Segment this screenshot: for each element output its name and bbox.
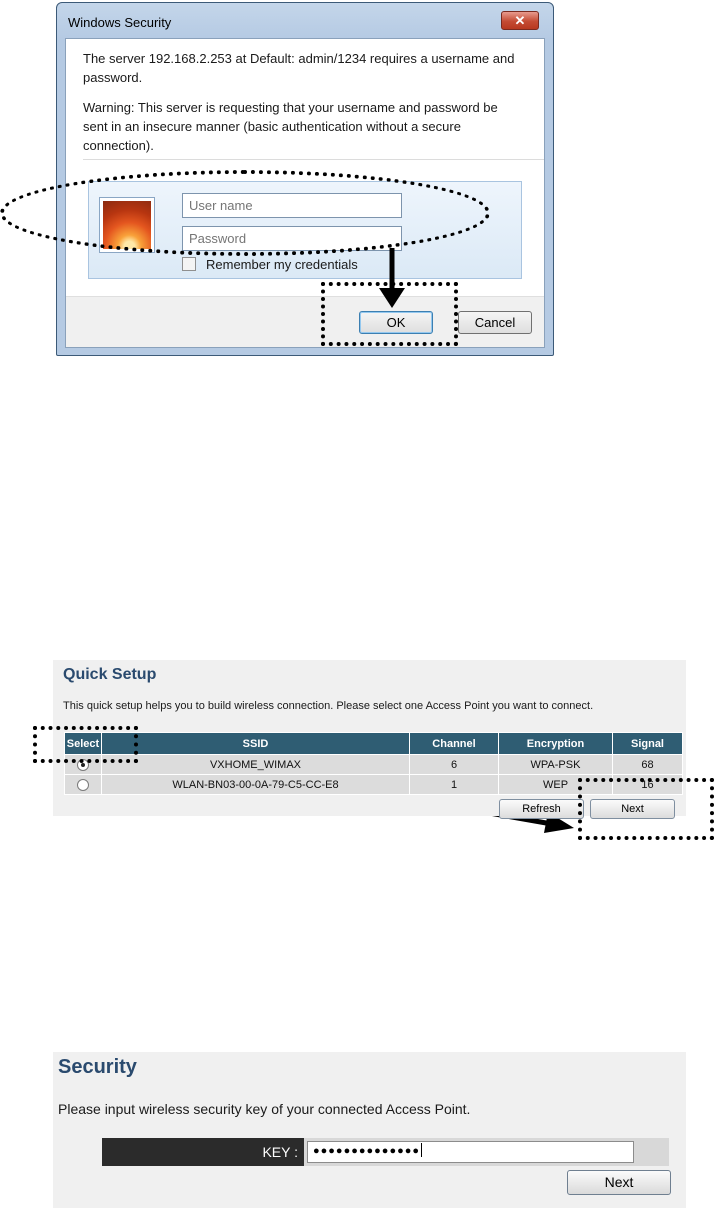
- key-row: [102, 1138, 669, 1166]
- table-row[interactable]: [65, 755, 683, 775]
- channel-cell: 1: [410, 775, 499, 795]
- warning-message: Warning: This server is requesting that your username and password be sent in an insecure manner (basic authentication without a secure connection).: [83, 100, 498, 153]
- cancel-button[interactable]: Cancel: [458, 311, 532, 334]
- encryption-cell: WEP: [499, 775, 613, 795]
- text-caret: [421, 1143, 422, 1157]
- select-cell[interactable]: [65, 775, 102, 795]
- ssid-cell: WLAN-BN03-00-0A-79-C5-CC-E8: [102, 775, 410, 795]
- col-select: Select: [65, 733, 102, 755]
- key-input[interactable]: [307, 1141, 634, 1163]
- signal-cell: 68: [613, 755, 683, 775]
- quick-setup-title: Quick Setup: [63, 666, 157, 683]
- arrow-to-ok: [379, 248, 405, 308]
- next-button[interactable]: Next: [590, 799, 675, 819]
- security-description: Please input wireless security key of your connected Access Point.: [58, 1101, 471, 1117]
- quick-setup-panel: [53, 660, 686, 816]
- signal-cell: 16: [613, 775, 683, 795]
- dialog-title: Windows Security: [68, 15, 172, 30]
- col-encryption: Encryption: [499, 733, 613, 755]
- security-panel: [53, 1052, 686, 1208]
- key-value: ●●●●●●●●●●●●●●: [313, 1145, 421, 1157]
- col-channel: Channel: [410, 733, 499, 755]
- ssid-cell: VXHOME_WIMAX: [102, 755, 410, 775]
- col-ssid: SSID: [102, 733, 410, 755]
- select-radio-2[interactable]: [77, 779, 89, 791]
- quick-setup-description: This quick setup helps you to build wireless connection. Please select one Access Point you want to connect.: [63, 700, 594, 712]
- refresh-button[interactable]: Refresh: [499, 799, 584, 819]
- encryption-cell: WPA-PSK: [499, 755, 613, 775]
- remember-label: Remember my credentials: [206, 257, 358, 272]
- select-radio-1[interactable]: [77, 759, 89, 771]
- table-row[interactable]: [65, 775, 683, 795]
- server-message: The server 192.168.2.253 at Default: admin/1234 requires a username and password.: [83, 51, 515, 85]
- ok-button[interactable]: OK: [359, 311, 433, 334]
- close-icon: ✕: [514, 13, 526, 28]
- key-label: KEY :: [102, 1138, 304, 1166]
- security-title: Security: [58, 1056, 137, 1078]
- access-point-table: [64, 732, 683, 795]
- table-header: [65, 733, 683, 755]
- select-cell[interactable]: [65, 755, 102, 775]
- col-signal: Signal: [613, 733, 683, 755]
- security-next-button[interactable]: Next: [567, 1170, 671, 1195]
- channel-cell: 6: [410, 755, 499, 775]
